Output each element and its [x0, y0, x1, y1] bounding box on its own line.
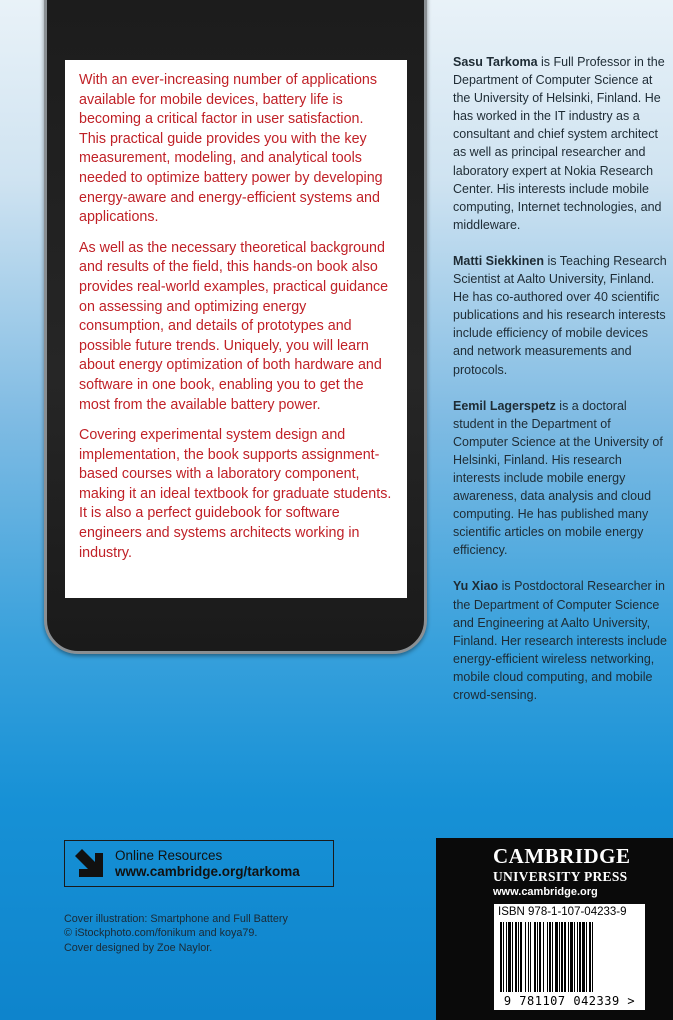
barcode-bar [508, 922, 511, 992]
author-bios [453, 53, 667, 722]
author-bio [453, 397, 667, 560]
barcode-bar [525, 922, 526, 992]
publisher-url: www.cambridge.org [493, 886, 598, 898]
barcode-bar [574, 922, 575, 992]
barcode-bar [589, 922, 591, 992]
barcode-bar [592, 922, 593, 992]
barcode-bar [506, 922, 507, 992]
author-bio-text: is Teaching Research Scientist at Aalto University, Finland. He has co-authored over 40 scientific publications and his research interests include efficiency of mobile devices and network measurements and protocols. [453, 253, 667, 377]
credit-line: © iStockphoto.com/fonikum and koya79. [64, 927, 258, 940]
author-name: Sasu Tarkoma [453, 55, 538, 69]
author-name: Yu Xiao [453, 579, 499, 594]
barcode-bar [579, 922, 581, 992]
publisher-block [436, 838, 673, 1020]
author-name: Matti Siekkinen [453, 253, 544, 268]
author-bio [453, 53, 667, 234]
barcode-bar [555, 922, 558, 992]
blurb-paragraph-2: As well as the necessary theoretical background and results of the field, this hands-on book also provides real-world examples, practical guidance on assessing and optimizing energy consumption, and details of prototypes and possible future trends. Uniquely, you will learn about energy optimization of both hardware and software in one book, enabling you to get the most from the available battery power. [79, 239, 389, 413]
online-resources-link[interactable]: www.cambridge.org/tarkoma [115, 863, 300, 879]
barcode-bar [564, 922, 566, 992]
blurb-paragraph-3: Covering experimental system design and implementation, the book supports assignment-based courses with a laboratory component, making it an ideal textbook for graduate students. It is also a perfect guidebook for software engineers and systems architects working in industry. [79, 427, 392, 561]
barcode-panel [494, 904, 645, 1010]
barcode-bar [568, 922, 569, 992]
barcode-bar [528, 922, 529, 992]
barcode-digits: 9 781107 042339 > [503, 994, 636, 1008]
arrow-down-right-icon [73, 847, 107, 881]
barcode-bar [570, 922, 573, 992]
barcode-bar [530, 922, 531, 992]
credit-line: Cover illustration: Smartphone and Full Battery [64, 913, 288, 925]
author-bio [453, 252, 667, 379]
barcode-bar [561, 922, 563, 992]
barcode-bar [559, 922, 560, 992]
author-bio [453, 577, 667, 704]
barcode-bar [518, 922, 519, 992]
barcode-bar [539, 922, 541, 992]
barcode-bar [503, 922, 504, 992]
author-bio-text: is Full Professor in the Department of Computer Science at the University of Helsinki, Finland. He has worked in the IT industry as a consultant and chief system architect as well as principal researcher and laboratory expert at Nokia Research Center. His interests include mobile computing, Internet technologies, and middleware. [453, 55, 665, 232]
author-name: Eemil Lagerspetz [453, 398, 556, 413]
author-bio-text: is Postdoctoral Researcher in the Department of Computer Science and Engineering at Aalto University, Finland. Her research interests include energy-efficient wireless networking, mobile cloud computing, and mobile crowd-sensing. [453, 579, 667, 702]
barcode-bar [547, 922, 548, 992]
barcode-bar [537, 922, 538, 992]
online-resources-label: Online Resources [115, 847, 223, 863]
barcode-bar [520, 922, 522, 992]
barcode-bar [512, 922, 513, 992]
publisher-name: CAMBRIDGE [493, 844, 631, 868]
barcode-bar [582, 922, 585, 992]
cover-credits [64, 912, 394, 955]
barcode-bar [577, 922, 578, 992]
barcode-bar [515, 922, 517, 992]
credit-line: Cover designed by Zoe Naylor. [64, 941, 213, 954]
author-bio-text: is a doctoral student in the Department of Computer Science at the University of Helsinki, Finland. His research interests include mobile energy awareness, data analysis and cloud computing. He has published many scientific articles on mobile energy efficiency. [453, 398, 663, 558]
barcode-bar [552, 922, 553, 992]
book-blurb [65, 60, 407, 598]
barcode-bar [500, 922, 502, 992]
barcode-bar [543, 922, 544, 992]
barcode-bar [534, 922, 536, 992]
barcode-bar [586, 922, 587, 992]
barcode [498, 922, 641, 994]
barcode-bar [549, 922, 551, 992]
blurb-paragraph-1: With an ever-increasing number of applications available for mobile devices, battery life is becoming a critical factor in user satisfaction. This practical guide provides you with the key measurement, modeling, and analytical tools needed to optimize battery power by developing energy-aware and energy-efficient systems and applications. [79, 72, 383, 226]
publisher-press: UNIVERSITY PRESS [493, 869, 628, 884]
isbn-label: ISBN 978-1-107-04233-9 [498, 906, 627, 918]
online-resources-box[interactable] [64, 840, 334, 887]
